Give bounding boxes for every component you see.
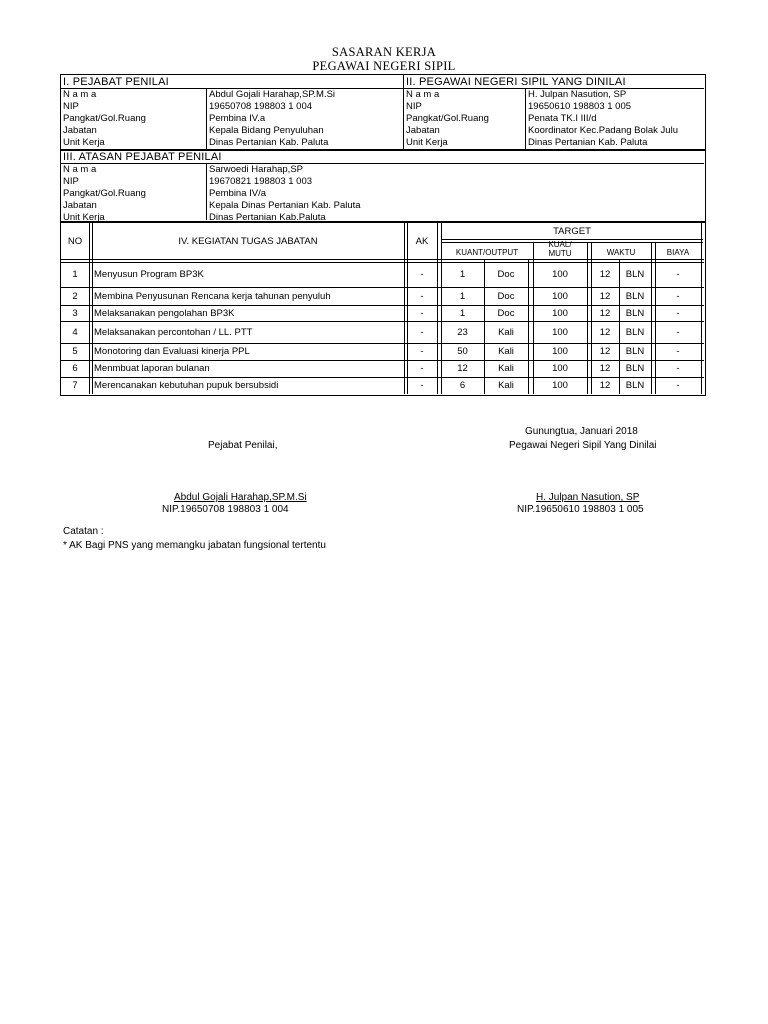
cell-ak: - bbox=[420, 363, 424, 374]
cell-unit: Doc bbox=[497, 307, 515, 319]
penilai-label-nama: N a m a bbox=[63, 89, 97, 100]
col-kegiatan-header: IV. KEGIATAN TUGAS JABATAN bbox=[178, 236, 318, 247]
cell-kual: 100 bbox=[552, 380, 568, 391]
right-signer-nip: NIP.19650610 198803 1 005 bbox=[517, 504, 644, 515]
penilai-jabatan: Kepala Bidang Penyuluhan bbox=[209, 125, 324, 136]
atasan-nama: Sarwoedi Harahap,SP bbox=[209, 164, 303, 175]
atasan-nip: 19670821 198803 1 003 bbox=[209, 176, 313, 187]
penilai-unit: Dinas Pertanian Kab. Paluta bbox=[209, 137, 329, 148]
section-penilai-dinilai bbox=[60, 74, 706, 150]
cell-ak: - bbox=[420, 346, 424, 357]
notes-text: * AK Bagi PNS yang memangku jabatan fungsional tertentu bbox=[63, 540, 326, 551]
cell-kegiatan: Menmbuat laporan bulanan bbox=[94, 363, 210, 374]
atasan-label-pangkat: Pangkat/Gol.Ruang bbox=[63, 188, 146, 199]
atasan-label-jabatan: Jabatan bbox=[63, 200, 97, 211]
notes-label: Catatan : bbox=[63, 526, 104, 537]
penilai-label-unit: Unit Kerja bbox=[63, 137, 105, 148]
cell-kuant: 1 bbox=[459, 290, 466, 302]
penilai-label-jabatan: Jabatan bbox=[63, 125, 97, 136]
cell-unit: Kali bbox=[498, 380, 514, 391]
cell-wunit: BLN bbox=[625, 363, 645, 374]
atasan-pangkat: Pembina IV/a bbox=[209, 188, 267, 199]
dinilai-label-nip: NIP bbox=[406, 101, 422, 112]
cell-biaya: - bbox=[676, 307, 680, 319]
penilai-label-nip: NIP bbox=[63, 101, 79, 112]
cell-kegiatan: Melaksanakan percontohan / LL. PTT bbox=[94, 326, 253, 338]
col-waktu-header: WAKTU bbox=[606, 248, 636, 257]
dinilai-pangkat: Penata TK.I III/d bbox=[528, 113, 597, 124]
cell-kegiatan: Menyusun Program BP3K bbox=[94, 269, 204, 280]
place-date: Gunungtua, Januari 2018 bbox=[525, 426, 638, 437]
dinilai-nip: 19650610 198803 1 005 bbox=[528, 101, 632, 112]
cell-no: 5 bbox=[72, 346, 78, 357]
cell-no: 4 bbox=[72, 326, 78, 338]
dinilai-label-pangkat: Pangkat/Gol.Ruang bbox=[406, 113, 489, 124]
cell-biaya: - bbox=[676, 380, 680, 391]
dinilai-label-unit: Unit Kerja bbox=[406, 137, 448, 148]
cell-no: 2 bbox=[72, 290, 78, 302]
cell-waktu: 12 bbox=[599, 290, 611, 302]
atasan-label-unit: Unit Kerja bbox=[63, 212, 105, 223]
document-title: SASARAN KERJA bbox=[331, 45, 437, 59]
activities-table bbox=[60, 222, 706, 396]
cell-biaya: - bbox=[676, 346, 680, 357]
col-ak-header: AK bbox=[415, 236, 429, 247]
dinilai-label-jabatan: Jabatan bbox=[406, 125, 440, 136]
cell-ak: - bbox=[420, 290, 424, 302]
cell-no: 3 bbox=[72, 307, 78, 319]
cell-wunit: BLN bbox=[625, 307, 645, 319]
cell-biaya: - bbox=[676, 269, 680, 280]
col-kuant-header: KUANT/OUTPUT bbox=[455, 248, 519, 257]
cell-kual: 100 bbox=[552, 290, 568, 302]
cell-wunit: BLN bbox=[625, 269, 645, 280]
cell-kual: 100 bbox=[552, 346, 568, 357]
section-2-header: II. PEGAWAI NEGERI SIPIL YANG DINILAI bbox=[406, 76, 626, 88]
penilai-pangkat: Pembina IV.a bbox=[209, 113, 266, 124]
cell-kegiatan: Melaksanakan pengolahan BP3K bbox=[94, 307, 235, 319]
cell-kuant: 1 bbox=[459, 307, 466, 319]
cell-ak: - bbox=[420, 326, 424, 338]
cell-wunit: BLN bbox=[625, 346, 645, 357]
left-signer-name: Abdul Gojali Harahap,SP.M.Si bbox=[174, 492, 307, 503]
cell-ak: - bbox=[420, 307, 424, 319]
cell-ak: - bbox=[420, 380, 424, 391]
cell-waktu: 12 bbox=[599, 307, 611, 319]
cell-waktu: 12 bbox=[599, 326, 611, 338]
cell-waktu: 12 bbox=[599, 380, 611, 391]
cell-kegiatan: Merencanakan kebutuhan pupuk bersubsidi bbox=[94, 380, 279, 391]
cell-kuant: 23 bbox=[457, 326, 468, 338]
right-role: Pegawai Negeri Sipil Yang Dinilai bbox=[509, 440, 657, 451]
cell-kuant: 1 bbox=[459, 269, 466, 280]
atasan-label-nama: N a m a bbox=[63, 164, 97, 175]
cell-wunit: BLN bbox=[625, 326, 645, 338]
cell-biaya: - bbox=[676, 326, 680, 338]
atasan-unit: Dinas Pertanian Kab.Paluta bbox=[209, 212, 326, 223]
dinilai-label-nama: N a m a bbox=[406, 89, 440, 100]
cell-kuant: 12 bbox=[457, 363, 468, 374]
cell-kuant: 6 bbox=[459, 380, 466, 391]
cell-no: 6 bbox=[72, 363, 78, 374]
cell-unit: Doc bbox=[497, 290, 515, 302]
cell-kual: 100 bbox=[552, 326, 568, 338]
penilai-nama: Abdul Gojali Harahap,SP.M.Si bbox=[209, 89, 336, 100]
cell-kegiatan: Membina Penyusunan Rencana kerja tahunan penyuluh bbox=[94, 290, 331, 302]
cell-unit: Doc bbox=[497, 269, 515, 280]
col-target-header: TARGET bbox=[553, 226, 591, 237]
cell-kual: 100 bbox=[552, 363, 568, 374]
document-subtitle: PEGAWAI NEGERI SIPIL bbox=[312, 59, 456, 73]
col-biaya-header: BIAYA bbox=[666, 248, 690, 257]
col-kual-header-1: KUAL/ bbox=[548, 240, 572, 249]
left-role: Pejabat Penilai, bbox=[208, 440, 278, 451]
cell-wunit: BLN bbox=[625, 290, 645, 302]
cell-unit: Kali bbox=[498, 363, 514, 374]
atasan-label-nip: NIP bbox=[63, 176, 79, 187]
section-3-header: III. ATASAN PEJABAT PENILAI bbox=[63, 151, 222, 163]
dinilai-nama: H. Julpan Nasution, SP bbox=[528, 89, 627, 100]
cell-no: 7 bbox=[72, 380, 78, 391]
penilai-nip: 19650708 198803 1 004 bbox=[209, 101, 313, 112]
col-kual-header-2: MUTU bbox=[548, 249, 572, 258]
dinilai-unit: Dinas Pertanian Kab. Paluta bbox=[528, 137, 648, 148]
cell-biaya: - bbox=[676, 363, 680, 374]
cell-no: 1 bbox=[72, 269, 78, 280]
section-1-header: I. PEJABAT PENILAI bbox=[63, 76, 169, 88]
cell-kuant: 50 bbox=[457, 346, 468, 357]
cell-ak: - bbox=[420, 269, 424, 280]
atasan-jabatan: Kepala Dinas Pertanian Kab. Paluta bbox=[209, 200, 361, 211]
cell-kual: 100 bbox=[552, 307, 568, 319]
cell-waktu: 12 bbox=[599, 269, 611, 280]
section-atasan bbox=[60, 150, 706, 222]
cell-waktu: 12 bbox=[599, 363, 611, 374]
dinilai-jabatan: Koordinator Kec.Padang Bolak Julu bbox=[528, 125, 678, 136]
cell-biaya: - bbox=[676, 290, 680, 302]
left-signer-nip: NIP.19650708 198803 1 004 bbox=[162, 504, 289, 515]
col-no-header: NO bbox=[67, 236, 83, 247]
cell-waktu: 12 bbox=[599, 346, 611, 357]
cell-kual: 100 bbox=[552, 269, 568, 280]
cell-unit: Kali bbox=[498, 326, 514, 338]
cell-unit: Kali bbox=[498, 346, 514, 357]
cell-kegiatan: Monotoring dan Evaluasi kinerja PPL bbox=[94, 346, 250, 357]
cell-wunit: BLN bbox=[625, 380, 645, 391]
right-signer-name: H. Julpan Nasution, SP bbox=[536, 492, 640, 503]
penilai-label-pangkat: Pangkat/Gol.Ruang bbox=[63, 113, 146, 124]
